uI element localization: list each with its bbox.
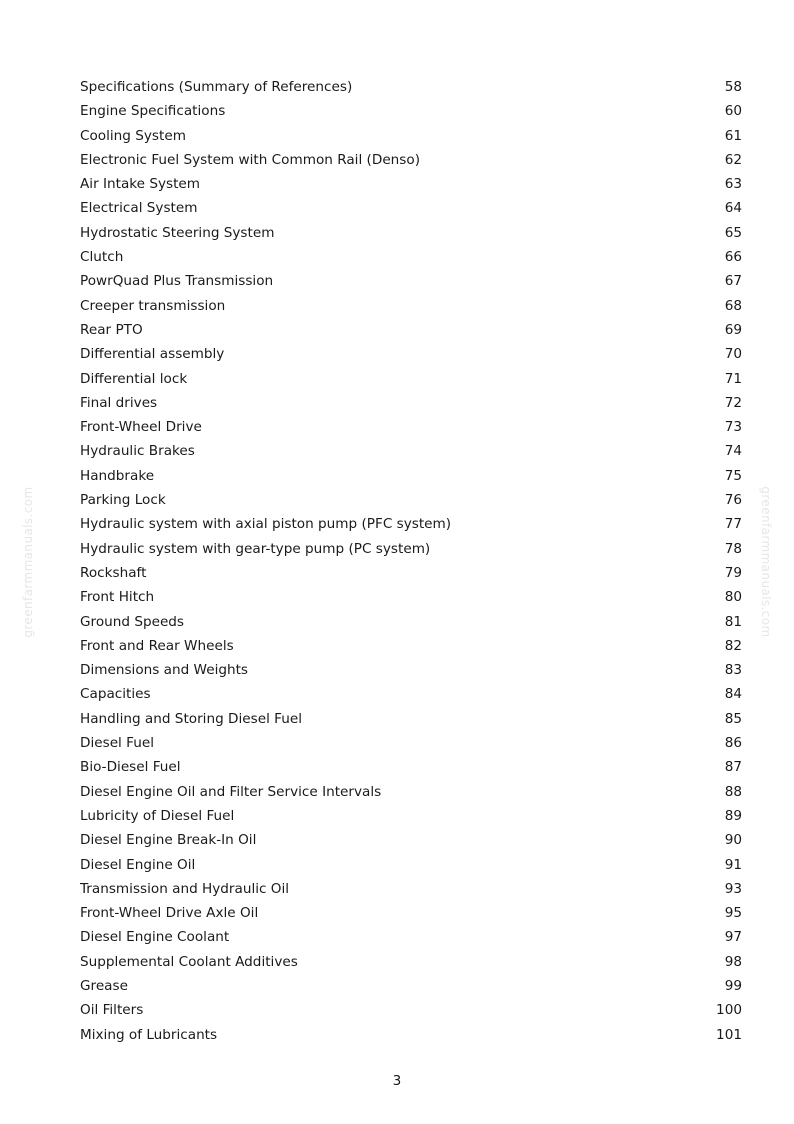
toc-entry-page: 99	[724, 977, 742, 994]
toc-entry[interactable]	[80, 464, 742, 488]
watermark-left: greenfarmmanuals.com	[21, 486, 35, 638]
toc-entry-title: Clutch	[80, 249, 124, 266]
toc-entry[interactable]	[80, 610, 742, 634]
watermark-right: greenfarmmanuals.com	[759, 486, 773, 638]
toc-entry-page: 82	[724, 637, 742, 654]
toc-entry-title: Supplemental Coolant Additives	[80, 953, 298, 970]
toc-entry-page: 83	[724, 662, 742, 679]
toc-entry-title: Handling and Storing Diesel Fuel	[80, 710, 302, 727]
toc-entry[interactable]	[80, 658, 742, 682]
toc-entry-title: Cooling System	[80, 127, 186, 144]
toc-entry[interactable]	[80, 318, 742, 342]
toc-entry-page: 95	[724, 905, 742, 922]
table-of-contents	[80, 75, 742, 1047]
toc-entry[interactable]	[80, 561, 742, 585]
toc-entry-page: 98	[724, 953, 742, 970]
toc-entry-page: 93	[724, 880, 742, 897]
toc-entry[interactable]	[80, 901, 742, 925]
toc-entry-title: PowrQuad Plus Transmission	[80, 273, 274, 290]
toc-entry[interactable]	[80, 731, 742, 755]
toc-entry-title: Front-Wheel Drive	[80, 419, 202, 436]
toc-entry-page: 60	[724, 103, 742, 120]
toc-entry-title: Rockshaft	[80, 564, 147, 581]
toc-entry[interactable]	[80, 342, 742, 366]
toc-entry[interactable]	[80, 682, 742, 706]
toc-entry-page: 65	[724, 224, 742, 241]
toc-entry-title: Lubricity of Diesel Fuel	[80, 807, 235, 824]
toc-entry-title: Front-Wheel Drive Axle Oil	[80, 905, 259, 922]
toc-entry-title: Engine Specifications	[80, 103, 226, 120]
toc-entry[interactable]	[80, 245, 742, 269]
toc-entry-title: Final drives	[80, 394, 158, 411]
toc-entry-title: Specifications (Summary of References)	[80, 79, 353, 95]
toc-entry-page: 58	[724, 79, 742, 95]
toc-entry-title: Parking Lock	[80, 492, 166, 509]
toc-entry-page: 88	[724, 783, 742, 800]
toc-entry-page: 70	[724, 346, 742, 363]
toc-entry[interactable]	[80, 780, 742, 804]
toc-entry-page: 97	[724, 929, 742, 946]
toc-entry-page: 91	[724, 856, 742, 873]
toc-entry[interactable]	[80, 269, 742, 293]
toc-entry-page: 63	[724, 176, 742, 193]
toc-entry-page: 101	[716, 1026, 742, 1043]
toc-entry-page: 68	[724, 297, 742, 314]
toc-entry[interactable]	[80, 124, 742, 148]
toc-entry[interactable]	[80, 828, 742, 852]
toc-entry-page: 86	[724, 735, 742, 752]
toc-entry-title: Grease	[80, 977, 128, 994]
toc-entry[interactable]	[80, 707, 742, 731]
toc-entry-page: 89	[724, 807, 742, 824]
toc-entry-title: Handbrake	[80, 467, 155, 484]
toc-entry-page: 85	[724, 710, 742, 727]
toc-entry[interactable]	[80, 75, 742, 99]
toc-entry-title: Air Intake System	[80, 176, 201, 193]
toc-entry-title: Hydraulic Brakes	[80, 443, 195, 460]
toc-entry-title: Oil Filters	[80, 1002, 144, 1019]
toc-entry-page: 64	[724, 200, 742, 217]
toc-entry[interactable]	[80, 172, 742, 196]
toc-entry-title: Diesel Engine Oil and Filter Service Intervals	[80, 783, 382, 800]
toc-entry-page: 81	[724, 613, 742, 630]
toc-entry[interactable]	[80, 537, 742, 561]
toc-entry-title: Dimensions and Weights	[80, 662, 248, 679]
toc-entry[interactable]	[80, 196, 742, 220]
toc-entry-title: Diesel Fuel	[80, 735, 154, 752]
toc-entry-page: 79	[724, 564, 742, 581]
toc-entry-title: Creeper transmission	[80, 297, 226, 314]
toc-entry-page: 80	[724, 589, 742, 606]
toc-entry[interactable]	[80, 488, 742, 512]
toc-entry[interactable]	[80, 148, 742, 172]
toc-entry[interactable]	[80, 950, 742, 974]
toc-entry-title: Front and Rear Wheels	[80, 637, 234, 654]
toc-entry[interactable]	[80, 853, 742, 877]
toc-entry-title: Diesel Engine Coolant	[80, 929, 230, 946]
page-number: 3	[392, 1073, 402, 1089]
toc-entry[interactable]	[80, 877, 742, 901]
toc-entry-page: 72	[724, 394, 742, 411]
toc-entry-page: 90	[724, 832, 742, 849]
toc-entry[interactable]	[80, 974, 742, 998]
toc-entry[interactable]	[80, 1023, 742, 1047]
toc-entry-title: Electrical System	[80, 200, 198, 217]
toc-entry-title: Mixing of Lubricants	[80, 1026, 218, 1043]
toc-entry[interactable]	[80, 439, 742, 463]
toc-entry[interactable]	[80, 634, 742, 658]
toc-entry-title: Differential assembly	[80, 346, 225, 363]
toc-entry-title: Hydrostatic Steering System	[80, 224, 275, 241]
toc-entry-page: 61	[724, 127, 742, 144]
toc-entry-page: 66	[724, 249, 742, 266]
toc-entry-page: 74	[724, 443, 742, 460]
toc-entry[interactable]	[80, 804, 742, 828]
toc-entry[interactable]	[80, 755, 742, 779]
toc-entry[interactable]	[80, 99, 742, 123]
toc-entry-page: 78	[724, 540, 742, 557]
toc-entry[interactable]	[80, 925, 742, 949]
toc-entry-title: Electronic Fuel System with Common Rail (Denso)	[80, 151, 421, 168]
toc-entry-title: Rear PTO	[80, 321, 143, 338]
toc-entry-title: Hydraulic system with axial piston pump (PFC system)	[80, 516, 452, 533]
toc-entry[interactable]	[80, 367, 742, 391]
toc-entry[interactable]	[80, 998, 742, 1022]
toc-entry[interactable]	[80, 221, 742, 245]
toc-entry[interactable]	[80, 585, 742, 609]
toc-entry-page: 75	[724, 467, 742, 484]
toc-entry-page: 76	[724, 492, 742, 509]
toc-entry[interactable]	[80, 512, 742, 536]
toc-entry-page: 67	[724, 273, 742, 290]
toc-entry-title: Capacities	[80, 686, 151, 703]
toc-entry[interactable]	[80, 294, 742, 318]
toc-entry-title: Differential lock	[80, 370, 188, 387]
toc-entry-title: Hydraulic system with gear-type pump (PC system)	[80, 540, 431, 557]
toc-entry-page: 73	[724, 419, 742, 436]
toc-entry-title: Front Hitch	[80, 589, 155, 606]
toc-entry-page: 71	[724, 370, 742, 387]
toc-entry[interactable]	[80, 391, 742, 415]
toc-entry[interactable]	[80, 415, 742, 439]
toc-entry-title: Transmission and Hydraulic Oil	[80, 880, 290, 897]
toc-entry-page: 77	[724, 516, 742, 533]
toc-entry-title: Diesel Engine Break-In Oil	[80, 832, 257, 849]
toc-entry-page: 87	[724, 759, 742, 776]
toc-entry-title: Diesel Engine Oil	[80, 856, 196, 873]
toc-entry-page: 100	[716, 1002, 742, 1019]
toc-entry-page: 69	[724, 321, 742, 338]
toc-entry-title: Ground Speeds	[80, 613, 185, 630]
toc-entry-title: Bio-Diesel Fuel	[80, 759, 181, 776]
toc-entry-page: 62	[724, 151, 742, 168]
toc-entry-page: 84	[724, 686, 742, 703]
